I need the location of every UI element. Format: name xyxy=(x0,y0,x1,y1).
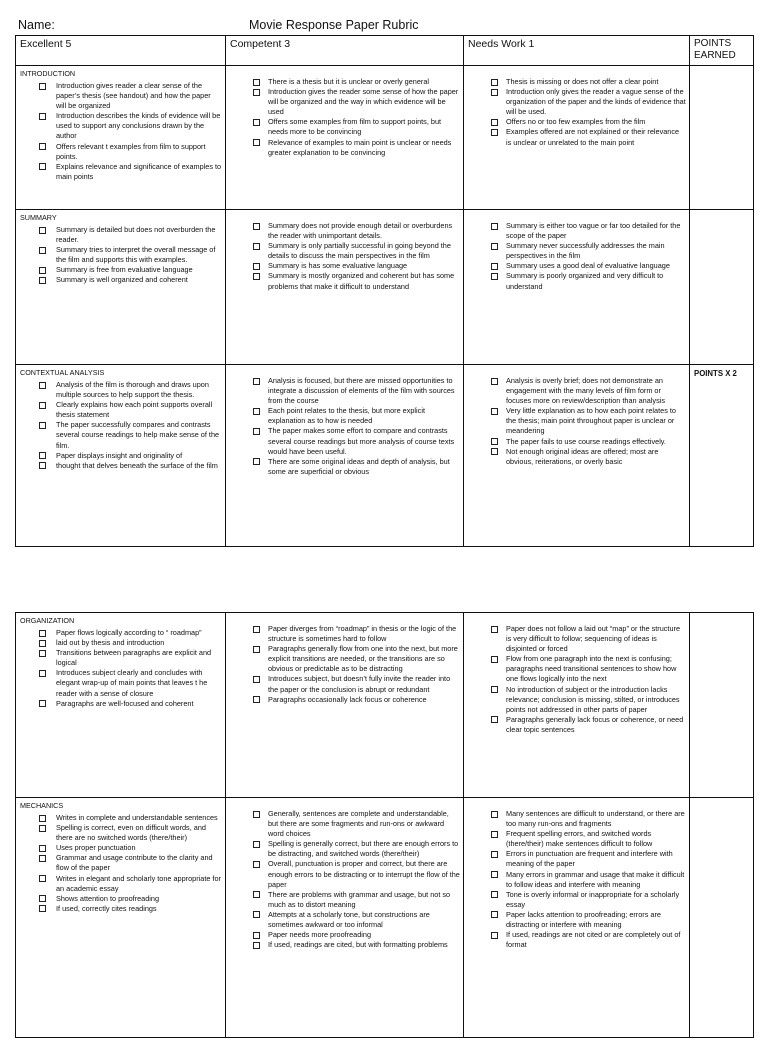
criteria-item xyxy=(230,624,460,644)
criteria-item xyxy=(468,685,686,715)
criteria-text: If used, correctly cites readings xyxy=(56,903,157,913)
points-earned-cell[interactable] xyxy=(690,66,754,210)
checkbox-icon xyxy=(253,119,260,126)
criteria-item xyxy=(20,275,222,285)
checkbox-icon xyxy=(491,243,498,250)
checkbox-icon xyxy=(491,438,498,445)
criteria-item xyxy=(20,111,222,141)
checkbox-icon xyxy=(491,871,498,878)
cell-needs-work xyxy=(464,798,690,1038)
cell-competent xyxy=(226,798,464,1038)
checkbox-icon xyxy=(491,79,498,86)
criteria-item xyxy=(20,628,222,638)
criteria-text: Many sentences are difficult to understand, or there are too many run-ons and fragments xyxy=(506,809,685,829)
column-header-needs-work: Needs Work 1 xyxy=(464,36,690,66)
criteria-text: Introduction gives reader a clear sense of the paper’s thesis (see handout) and how the paper will be organized xyxy=(56,81,211,111)
criteria-text: Summary is either too vague or far too detailed for the scope of the paper xyxy=(506,221,681,241)
checkbox-icon xyxy=(253,263,260,270)
criteria-item xyxy=(20,420,222,450)
checkbox-icon xyxy=(253,811,260,818)
checkbox-icon xyxy=(39,700,46,707)
criteria-item xyxy=(20,461,222,471)
criteria-item xyxy=(230,910,460,930)
checkbox-icon xyxy=(39,462,46,469)
criteria-item xyxy=(20,843,222,853)
criteria-item xyxy=(230,839,460,859)
criteria-text: Summary is mostly organized and coherent but has some problems that make it difficult to understand xyxy=(268,271,455,291)
rubric-table-part-2 xyxy=(15,612,754,1038)
criteria-text: Analysis is focused, but there are missed opportunities to integrate a discussion of elements of the film with sources from the course xyxy=(268,376,455,406)
criteria-item xyxy=(20,265,222,275)
criteria-text: There is a thesis but it is unclear or overly general xyxy=(268,77,430,86)
criteria-text: Summary tries to interpret the overall message of the film and supports this with examples. xyxy=(56,245,216,265)
checkbox-icon xyxy=(39,382,46,389)
criteria-text: Spelling is correct, even on difficult words, and there are no switched words (there/their) xyxy=(56,823,206,843)
criteria-item xyxy=(230,695,460,705)
checkbox-icon xyxy=(491,911,498,918)
criteria-list xyxy=(468,624,686,735)
criteria-list xyxy=(468,809,686,950)
criteria-item xyxy=(230,644,460,674)
column-header-row xyxy=(16,36,754,66)
criteria-text: Relevance of examples to main point is unclear or needs greater explanation to be convincing xyxy=(268,137,452,157)
checkbox-icon xyxy=(253,841,260,848)
checkbox-icon xyxy=(253,891,260,898)
criteria-item xyxy=(20,81,222,111)
criteria-item xyxy=(230,271,460,291)
criteria-text: Introduction only gives the reader a vague sense of the organization of the paper and the kinds of evidence that will be used. xyxy=(506,87,686,117)
criteria-item xyxy=(230,940,460,950)
checkbox-icon xyxy=(253,378,260,385)
criteria-item xyxy=(468,127,686,147)
criteria-item xyxy=(20,853,222,873)
criteria-text: Introduces subject, but doesn’t fully invite the reader into the paper or the conclusion is abrupt or redundant xyxy=(268,674,451,694)
document-title: Movie Response Paper Rubric xyxy=(249,18,419,32)
criteria-text: Paragraphs generally lack focus or coherence, or need clear topic sentences xyxy=(506,714,684,734)
criteria-text: Summary is only partially successful in going beyond the details to discuss the main perspectives in the film xyxy=(268,241,451,261)
criteria-item xyxy=(20,699,222,709)
rubric-row-introduction xyxy=(16,66,754,210)
checkbox-icon xyxy=(491,129,498,136)
criteria-text: Transitions between paragraphs are explicit and logical xyxy=(56,648,212,668)
cell-excellent xyxy=(16,613,226,798)
criteria-item xyxy=(468,261,686,271)
cell-competent xyxy=(226,210,464,365)
criteria-item xyxy=(468,77,686,87)
criteria-text: If used, readings are not cited or are completely out of format xyxy=(506,930,681,950)
criteria-text: Attempts at a scholarly tone, but constructions are sometimes awkward or too informal xyxy=(268,909,430,930)
criteria-item xyxy=(230,809,460,839)
criteria-item xyxy=(230,87,460,117)
section-label: CONTEXTUAL ANALYSIS xyxy=(20,368,105,377)
criteria-text: Summary is has some evaluative language xyxy=(268,261,408,271)
criteria-item xyxy=(20,380,222,400)
criteria-text: Paper needs more proofreading xyxy=(268,930,372,940)
criteria-text: Examples offered are not explained or their relevance is unclear or unrelated to the main point xyxy=(506,127,680,147)
criteria-list xyxy=(230,809,460,950)
checkbox-icon xyxy=(491,273,498,280)
criteria-text: Summary is poorly organized and very difficult to understand xyxy=(506,271,664,291)
checkbox-icon xyxy=(253,932,260,939)
criteria-item xyxy=(20,668,222,698)
criteria-item xyxy=(20,894,222,904)
column-header-points-earned: POINTS EARNED xyxy=(690,36,754,66)
checkbox-icon xyxy=(39,875,46,882)
criteria-item xyxy=(230,406,460,426)
checkbox-icon xyxy=(39,83,46,90)
criteria-text: Very little explanation as to how each point relates to the thesis; main point throughout paper is unclear or meandering xyxy=(506,406,676,436)
criteria-list xyxy=(230,77,460,158)
criteria-item xyxy=(230,376,460,406)
criteria-item xyxy=(468,271,686,291)
criteria-text: Introduces subject clearly and concludes with elegant wrap-up of main points that leaves t he reader with a sense of closure xyxy=(56,668,208,698)
checkbox-icon xyxy=(491,223,498,230)
criteria-text: Many errors in grammar and usage that make it difficult to follow ideas and interfere with meaning xyxy=(506,869,685,889)
cell-needs-work xyxy=(464,613,690,798)
checkbox-icon xyxy=(39,227,46,234)
criteria-item xyxy=(230,138,460,158)
checkbox-icon xyxy=(39,895,46,902)
section-label: ORGANIZATION xyxy=(20,616,75,625)
points-note: POINTS X 2 xyxy=(694,369,737,378)
criteria-text: Paragraphs generally flow from one into the next, but more explicit transitions are needed, or the transitions are so obvious or predictable as to be distracting xyxy=(268,644,458,674)
criteria-item xyxy=(20,162,222,182)
section-label: SUMMARY xyxy=(20,213,57,222)
section-label: MECHANICS xyxy=(20,801,64,810)
criteria-item xyxy=(468,910,686,930)
checkbox-icon xyxy=(39,402,46,409)
checkbox-icon xyxy=(253,696,260,703)
criteria-item xyxy=(230,261,460,271)
criteria-list xyxy=(20,380,222,471)
criteria-item xyxy=(230,674,460,694)
criteria-list xyxy=(468,77,686,148)
criteria-item xyxy=(20,245,222,265)
checkbox-icon xyxy=(39,905,46,912)
criteria-text: Spelling is generally correct, but there are enough errors to be distracting, and switched words (there/their) xyxy=(268,839,459,859)
checkbox-icon xyxy=(39,452,46,459)
checkbox-icon xyxy=(253,139,260,146)
criteria-text: Paper does not follow a laid out “map” or the structure is very difficult to follow; sequencing of ideas is disjointed or forced xyxy=(506,624,680,654)
checkbox-icon xyxy=(253,428,260,435)
cell-excellent xyxy=(16,210,226,365)
criteria-item xyxy=(468,829,686,849)
criteria-list xyxy=(230,221,460,292)
checkbox-icon xyxy=(491,119,498,126)
criteria-item xyxy=(468,87,686,117)
criteria-item xyxy=(468,437,686,447)
cell-competent xyxy=(226,365,464,547)
checkbox-icon xyxy=(253,646,260,653)
checkbox-icon xyxy=(39,247,46,254)
criteria-text: The paper successfully compares and contrasts several course readings to help make sense of the film. xyxy=(56,420,220,450)
criteria-list xyxy=(468,376,686,467)
checkbox-icon xyxy=(253,89,260,96)
criteria-text: Explains relevance and significance of examples to main points xyxy=(56,161,222,181)
cell-needs-work xyxy=(464,365,690,547)
checkbox-icon xyxy=(491,686,498,693)
criteria-item xyxy=(468,930,686,950)
criteria-item xyxy=(468,809,686,829)
criteria-list xyxy=(468,221,686,292)
criteria-item xyxy=(20,142,222,162)
checkbox-icon xyxy=(253,676,260,683)
checkbox-icon xyxy=(39,267,46,274)
cell-competent xyxy=(226,66,464,210)
criteria-item xyxy=(20,638,222,648)
criteria-item xyxy=(20,874,222,894)
checkbox-icon xyxy=(39,630,46,637)
checkbox-icon xyxy=(253,79,260,86)
criteria-text: No introduction of subject or the introduction lacks relevance; conclusion is missing, stilted, or introduces points not addressed in other parts of paper xyxy=(506,684,680,714)
checkbox-icon xyxy=(39,277,46,284)
points-earned-cell[interactable] xyxy=(690,365,754,547)
criteria-text: Summary is well organized and coherent xyxy=(56,275,188,285)
criteria-item xyxy=(230,890,460,910)
cell-excellent xyxy=(16,66,226,210)
criteria-text: Introduction describes the kinds of evidence will be used to support any conclusions drawn by the author xyxy=(56,111,221,141)
criteria-item xyxy=(230,241,460,261)
criteria-list xyxy=(20,81,222,182)
checkbox-icon xyxy=(491,378,498,385)
checkbox-icon xyxy=(253,408,260,415)
criteria-item xyxy=(468,221,686,241)
checkbox-icon xyxy=(253,458,260,465)
criteria-text: There are problems with grammar and usage, but not so much as to distort meaning xyxy=(268,889,451,909)
criteria-list xyxy=(20,628,222,709)
criteria-text: Paper diverges from “roadmap” in thesis or the logic of the structure is sometimes hard to follow xyxy=(268,624,457,644)
criteria-text: Tone is overly informal or inappropriate for a scholarly essay xyxy=(506,889,680,909)
checkbox-icon xyxy=(39,670,46,677)
criteria-item xyxy=(20,400,222,420)
criteria-text: Thesis is missing or does not offer a clear point xyxy=(506,77,659,86)
cell-competent xyxy=(226,613,464,798)
checkbox-icon xyxy=(39,855,46,862)
document-header xyxy=(18,18,758,34)
rubric-row-summary xyxy=(16,210,754,365)
checkbox-icon xyxy=(39,815,46,822)
criteria-list xyxy=(230,624,460,705)
criteria-text: Frequent spelling errors, and switched words (there/their) make sentences difficult to follow xyxy=(506,829,653,849)
criteria-text: Offers some examples from film to support points, but needs more to be convincing xyxy=(268,117,442,137)
checkbox-icon xyxy=(491,831,498,838)
checkbox-icon xyxy=(39,650,46,657)
criteria-text: Not enough original ideas are offered; most are obvious, reiterations, or overly basic xyxy=(506,446,659,466)
criteria-text: Errors in punctuation are frequent and interfere with meaning of the paper xyxy=(506,849,673,869)
criteria-item xyxy=(20,904,222,914)
criteria-item xyxy=(468,406,686,436)
criteria-item xyxy=(20,225,222,245)
checkbox-icon xyxy=(491,891,498,898)
criteria-text: Generally, sentences are complete and understandable, but there are some fragments and run-ons or awkward word choices xyxy=(268,809,449,839)
points-earned-cell[interactable] xyxy=(690,798,754,1038)
criteria-item xyxy=(468,715,686,735)
criteria-text: laid out by thesis and introduction xyxy=(56,638,165,648)
criteria-list xyxy=(20,225,222,286)
criteria-item xyxy=(230,930,460,940)
criteria-list xyxy=(230,376,460,477)
criteria-text: If used, readings are cited, but with formatting problems xyxy=(268,940,448,950)
criteria-text: Grammar and usage contribute to the clarity and flow of the paper xyxy=(56,853,213,873)
criteria-text: Summary never successfully addresses the main perspectives in the film xyxy=(506,241,665,261)
checkbox-icon xyxy=(253,223,260,230)
criteria-text: Summary is detailed but does not overburden the reader. xyxy=(56,225,216,245)
criteria-text: thought that delves beneath the surface of the film xyxy=(56,460,218,470)
criteria-text: Each point relates to the thesis, but more explicit explanation as to how is needed xyxy=(268,406,425,426)
points-earned-cell[interactable] xyxy=(690,613,754,798)
criteria-item xyxy=(468,624,686,654)
criteria-text: Paper lacks attention to proofreading; errors are distracting or interfere with meaning xyxy=(506,909,661,930)
cell-excellent xyxy=(16,798,226,1038)
criteria-item xyxy=(468,849,686,869)
checkbox-icon xyxy=(491,263,498,270)
criteria-item xyxy=(468,447,686,467)
checkbox-icon xyxy=(39,422,46,429)
criteria-text: Shows attention to proofreading xyxy=(56,893,160,903)
criteria-text: There are some original ideas and depth of analysis, but some are superficial or obvious xyxy=(268,456,450,476)
criteria-item xyxy=(20,451,222,461)
checkbox-icon xyxy=(491,408,498,415)
criteria-text: The paper makes some effort to compare and contrasts several course readings but more analysis of course texts would have been useful. xyxy=(268,426,455,456)
rubric-table-part-1 xyxy=(15,35,754,547)
column-header-competent: Competent 3 xyxy=(226,36,464,66)
checkbox-icon xyxy=(491,811,498,818)
criteria-text: Writes in complete and understandable sentences xyxy=(56,813,218,822)
checkbox-icon xyxy=(39,825,46,832)
criteria-text: Paper flows logically according to “ roadmap” xyxy=(56,628,202,637)
checkbox-icon xyxy=(253,911,260,918)
checkbox-icon xyxy=(491,448,498,455)
criteria-item xyxy=(20,823,222,843)
criteria-item xyxy=(230,457,460,477)
criteria-item xyxy=(468,376,686,406)
checkbox-icon xyxy=(39,143,46,150)
checkbox-icon xyxy=(253,273,260,280)
criteria-item xyxy=(468,117,686,127)
checkbox-icon xyxy=(491,89,498,96)
name-label: Name: xyxy=(18,18,55,32)
criteria-text: Analysis of the film is thorough and draws upon multiple sources to help support the thesis. xyxy=(56,380,209,400)
criteria-text: Offers relevant t examples from film to support points. xyxy=(56,141,206,161)
checkbox-icon xyxy=(39,640,46,647)
checkbox-icon xyxy=(491,932,498,939)
criteria-item xyxy=(468,890,686,910)
section-label: INTRODUCTION xyxy=(20,69,76,78)
checkbox-icon xyxy=(491,656,498,663)
criteria-text: Uses proper punctuation xyxy=(56,843,136,853)
criteria-item xyxy=(20,813,222,823)
criteria-text: Analysis is overly brief; does not demonstrate an engagement with the many levels of film form or focuses more on review/description than analysis xyxy=(506,376,665,406)
rubric-row-organization xyxy=(16,613,754,798)
criteria-item xyxy=(230,117,460,137)
checkbox-icon xyxy=(253,861,260,868)
criteria-text: Paper displays insight and originality of xyxy=(56,450,183,460)
criteria-text: Writes in elegant and scholarly tone appropriate for an academic essay xyxy=(56,873,221,893)
checkbox-icon xyxy=(253,626,260,633)
criteria-text: Paragraphs are well-focused and coherent xyxy=(56,698,194,708)
checkbox-icon xyxy=(39,113,46,120)
criteria-text: Summary is free from evaluative language xyxy=(56,265,193,275)
rubric-row-contextual-analysis xyxy=(16,365,754,547)
criteria-text: Paragraphs occasionally lack focus or coherence xyxy=(268,694,427,704)
criteria-text: Summary uses a good deal of evaluative language xyxy=(506,261,670,271)
criteria-item xyxy=(230,426,460,456)
cell-needs-work xyxy=(464,66,690,210)
checkbox-icon xyxy=(491,851,498,858)
rubric-row-mechanics xyxy=(16,798,754,1038)
criteria-list xyxy=(20,813,222,914)
criteria-item xyxy=(230,859,460,889)
criteria-item xyxy=(230,221,460,241)
checkbox-icon xyxy=(39,845,46,852)
criteria-text: Summary does not provide enough detail or overburdens the reader with unimportant details. xyxy=(268,221,453,241)
criteria-text: Overall, punctuation is proper and correct, but there are enough errors to be distracting or to interrupt the flow of the paper xyxy=(268,859,460,889)
checkbox-icon xyxy=(39,163,46,170)
checkbox-icon xyxy=(253,243,260,250)
criteria-text: The paper fails to use course readings effectively. xyxy=(506,436,666,446)
criteria-text: Flow from one paragraph into the next is confusing; paragraphs need transitional sentences to show how one flows logically into the next xyxy=(506,654,677,684)
checkbox-icon xyxy=(491,626,498,633)
criteria-item xyxy=(20,648,222,668)
criteria-item xyxy=(468,870,686,890)
points-earned-cell[interactable] xyxy=(690,210,754,365)
criteria-item xyxy=(230,77,460,87)
column-header-excellent: Excellent 5 xyxy=(16,36,226,66)
criteria-text: Introduction gives the reader some sense of how the paper will be organized and the way in which evidence will be used xyxy=(268,87,459,117)
cell-excellent xyxy=(16,365,226,547)
checkbox-icon xyxy=(253,942,260,949)
criteria-text: Offers no or too few examples from the film xyxy=(506,117,646,127)
checkbox-icon xyxy=(491,716,498,723)
criteria-item xyxy=(468,241,686,261)
cell-needs-work xyxy=(464,210,690,365)
criteria-text: Clearly explains how each point supports overall thesis statement xyxy=(56,400,213,420)
criteria-item xyxy=(468,654,686,684)
